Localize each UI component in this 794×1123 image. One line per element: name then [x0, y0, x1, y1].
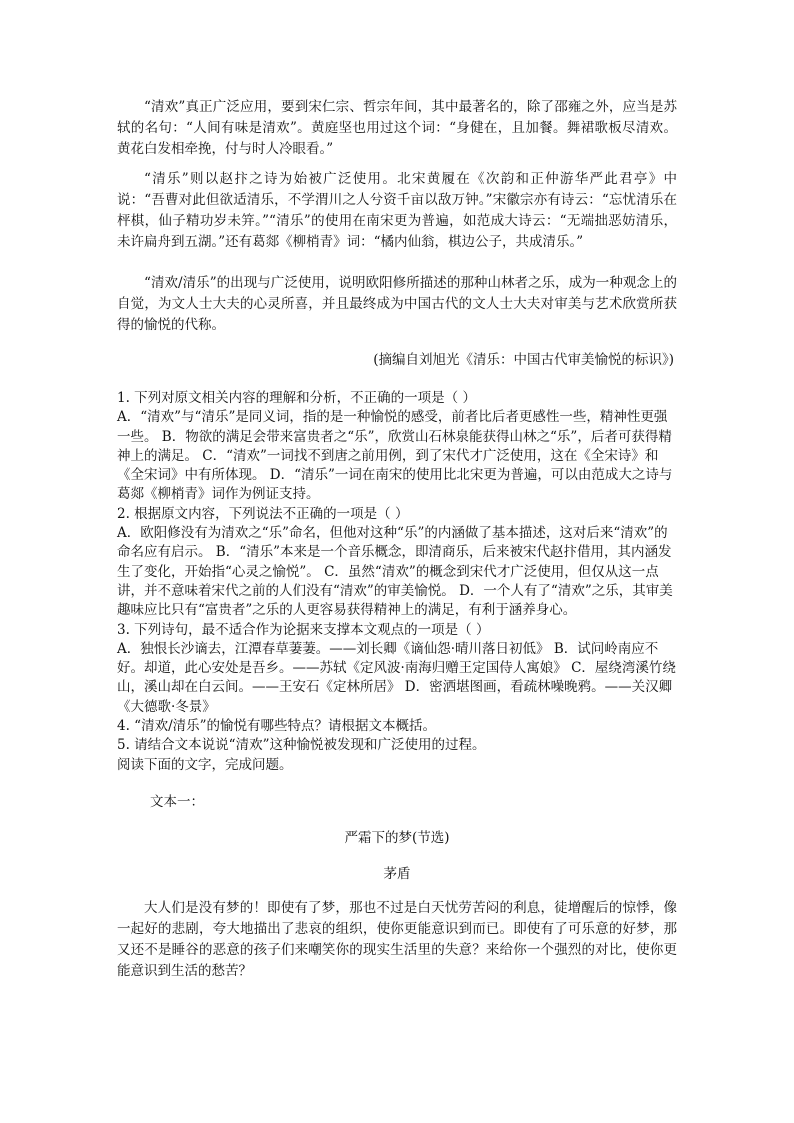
question-3-options: A．独恨长沙谪去，江潭春草萋萋。——刘长卿《谪仙怨·晴川落日初低》 B．试问岭南应不好。却道，此心安处是吾乡。——苏轼《定风波·南海归赠王定国侍人寓娘》 C．屋绕湾溪竹绕山，溪山却在白云间。——王安石《定林所居》 D．密洒堪图画，看疏林噪晚鸦。——关汉卿《大德歌·冬景》 [117, 640, 676, 715]
question-2: 2. 根据原文内容，下列说法不正确的一项是（ ） [117, 505, 409, 522]
question-list [117, 389, 677, 775]
paragraph-qingle: “清乐”则以赵抃之诗为始被广泛使用。北宋黄履在《次韵和正仲游华严此君亭》中说：“吾曹对此但欲适清乐，不学渭川之人兮资千亩以敌万钟。”宋徽宗亦有诗云：“忘忧清乐在枰棋，仙子精功岁未笄。”“清乐”的使用在南宋更为普遍，如范成大诗云：“无端拙恶妨清乐，未许扁舟到五湖。”还有葛郯《柳梢青》词：“橘内仙翁，棋边公子，共成清乐。” [117, 171, 677, 250]
question-1: 1. 下列对原文相关内容的理解和分析，不正确的一项是（ ） [117, 390, 476, 406]
question-3: 3. 下列诗句，最不适合作为论据来支撑本文观点的一项是（ ） [117, 621, 490, 638]
paragraph-conclusion: “清欢/清乐”的出现与广泛使用，说明欧阳修所描述的那种山林者之乐，成为一种观念上的自觉，为文人士大夫的心灵所喜，并且最终成为中国古代的文人士大夫对审美与艺术欣赏所获得的愉悦的代称。 [117, 275, 677, 333]
text-one-title: 严霜下的梦(节选) [344, 830, 450, 846]
question-4: 4. “清欢/清乐”的愉悦有哪些特点？请根据文本概括。 [117, 718, 437, 735]
question-2-options: A．欧阳修没有为清欢之“乐”命名，但他对这种“乐”的内涵做了基本描述，这对后来“清欢”的命名应有启示。 B．“清乐”本来是一个音乐概念，即清商乐，后来被宋代赵抃借用，其内涵发生了变化，开始指“心灵之愉悦”。 C．虽然“清欢”的概念到宋代才广泛使用，但仅从这一点讲，并不意味着宋代之前的人们没有“清欢”的审美愉悦。 D．一个人有了“清欢”之乐，其审美趣味应比只有“富贵者”之乐的人更容易获得精神上的满足，有利于涵养身心。 [117, 525, 673, 619]
text-one-label: 文本一： [150, 794, 204, 810]
question-5: 5. 请结合文本说说“清欢”这种愉悦被发现和广泛使用的过程。 [117, 737, 486, 754]
source-citation: (摘编自刘旭光《清乐：中国古代审美愉悦的标识》) [373, 352, 674, 368]
paragraph-qinghuan: “清欢”真正广泛应用，要到宋仁宗、哲宗年间，其中最著名的，除了邵雍之外，应当是苏轼的名句：“人间有味是清欢”。黄庭坚也用过这个词：“身健在，且加餐。舞裙歌板尽清欢。黄花白发相牵挽，付与时人冷眼看。” [117, 99, 677, 157]
text-one-author: 茅盾 [383, 866, 411, 882]
text-one-body: 大人们是没有梦的！即使有了梦，那也不过是白天忧劳苦闷的利息，徒增醒后的惊悸，像一起好的悲剧，夸大地描出了悲哀的组织，使你更能意识到而已。即使有了可乐意的好梦，那又还不是睡谷的恶意的孩子们来嘲笑你的现实生活里的失意？来给你一个强烈的对比，使你更能意识到生活的愁苦？ [117, 900, 677, 979]
reading-instruction: 阅读下面的文字，完成问题。 [117, 756, 293, 773]
question-1-options: A．“清欢”与“清乐”是同义词，指的是一种愉悦的感受，前者比后者更感性一些，精神性更强一些。 B．物欲的满足会带来富贵者之“乐”，欣赏山石林泉能获得山林之“乐”，后者可获得精神上的满足。 C．“清欢”一词找不到唐之前用例，到了宋代才广泛使用，这在《全宋诗》和《全宋词》中有所体现。 D．“清乐”一词在南宋的使用比北宋更为普遍，可以由范成大之诗与葛郯《柳梢青》词作为例证支持。 [117, 409, 673, 503]
